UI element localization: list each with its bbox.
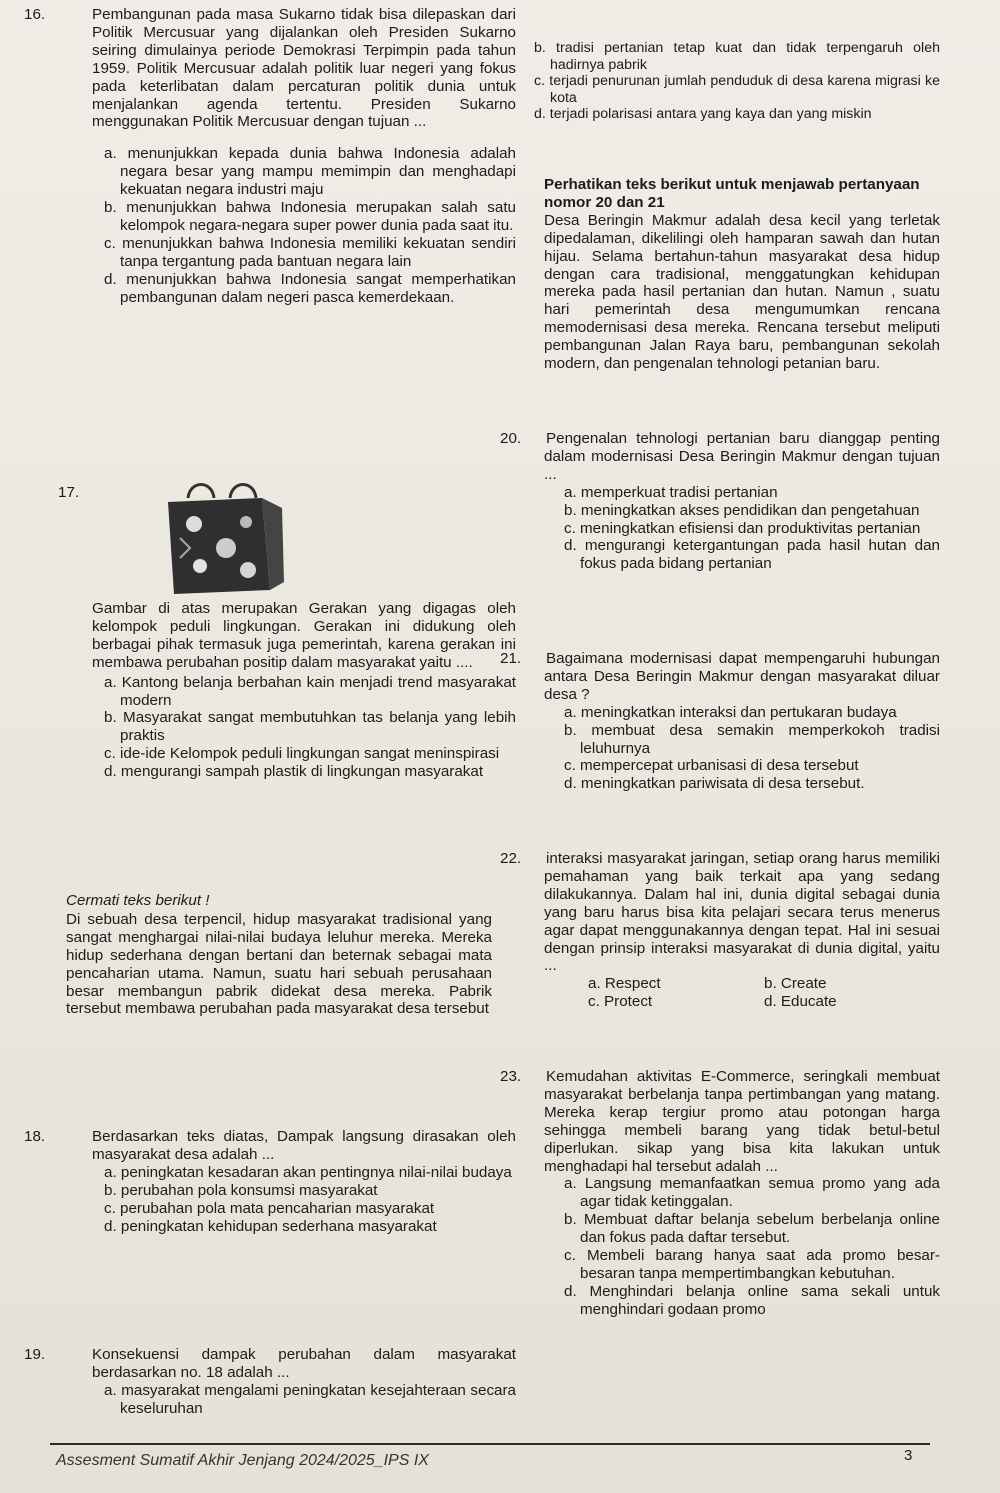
option-b: b. meningkatkan akses pendidikan dan pengetahuan: [564, 501, 920, 519]
option-a: a. masyarakat mengalami peningkatan kesejahteraan secara keseluruhan: [104, 1381, 516, 1417]
option-a: a. menunjukkan kepada dunia bahwa Indonesia adalah negara besar yang mampu memimpin dan menghadapi kekuatan negara industri maju: [104, 145, 516, 199]
question-21: [500, 650, 940, 793]
option-d: d. peningkatan kehidupan sederhana masyarakat: [104, 1217, 437, 1235]
option-a: a. peningkatan kesadaran akan pentingnya nilai-nilai budaya: [104, 1163, 512, 1181]
question-19: [24, 1346, 516, 1418]
option-b: b. perubahan pola konsumsi masyarakat: [104, 1181, 378, 1199]
option-b: b. Create: [764, 975, 827, 993]
question-number: 17.: [58, 484, 80, 501]
question-22: [500, 850, 940, 1011]
option-b: b. membuat desa semakin memperkokoh tradisi leluhurnya: [564, 721, 940, 757]
passage-heading: Perhatikan teks berikut untuk menjawab pertanyaan nomor 20 dan 21: [544, 176, 920, 211]
question-number: 21.: [500, 650, 522, 667]
passage-text: Desa Beringin Makmur adalah desa kecil yang terletak dipedalaman, dikelilingi oleh hamparan sawah dan hutan hijau. Selama bertahun-tahun masyarakat desa hidup dengan cara tradisional, menggatungkan kehidupan mereka pada hasil pertanian dan hutan. Namun , suatu hari pemerintah desa mengumumkan rencana memodernisasi desa mereka. Rencana tersebut meliputi pembangunan Jalan Raya baru, pembangunan sekolah modern, dan pengenalan tehnologi petanian baru.: [544, 211, 940, 373]
question-stem: interaksi masyarakat jaringan, setiap orang harus memiliki pemahaman yang baik terkait apa yang sedang dilakukannya. Dalam hal ini, dunia digital sebagai dunia yang baru harus bisa kita pelajari secara terus menerus agar dapat menggunakannya dengan tepat. Hal ini sesuai dengan prinsip interaksi masyarakat di dunia digital, yaitu ...: [544, 850, 940, 975]
option-a: a. meningkatkan interaksi dan pertukaran budaya: [564, 703, 897, 721]
question-stem: Pengenalan tehnologi pertanian baru dianggap penting dalam modernisasi Desa Beringin Makmur dengan tujuan ...: [544, 430, 940, 483]
option-d: d. terjadi polarisasi antara yang kaya dan yang miskin: [534, 106, 872, 123]
option-c: c. ide-ide Kelompok peduli lingkungan sangat meninspirasi: [104, 745, 500, 763]
question-19-continued: [522, 40, 940, 123]
question-23: [500, 1068, 940, 1319]
option-c: c. menunjukkan bahwa Indonesia memiliki kekuatan sendiri tanpa tergantung pada bantuan negara lain: [104, 234, 516, 270]
option-d: d. Menghindari belanja online sama sekali untuk menghindari godaan promo: [564, 1282, 940, 1318]
option-c: c. mempercepat urbanisasi di desa tersebut: [564, 757, 859, 775]
option-b: b. tradisi pertanian tetap kuat dan tidak terpengaruh oleh hadirnya pabrik: [534, 40, 940, 73]
question-stem: Berdasarkan teks diatas, Dampak langsung dirasakan oleh masyarakat desa adalah ...: [92, 1128, 516, 1163]
option-b: b. menunjukkan bahwa Indonesia merupakan salah satu kelompok negara-negara super power dunia pada saat itu.: [104, 199, 516, 234]
question-number: 16.: [24, 6, 46, 23]
footer-divider: [50, 1443, 930, 1445]
question-stem: Pembangunan pada masa Sukarno tidak bisa dilepaskan dari Politik Mercusuar yang dijalankan oleh Presiden Sukarno seiring dimulainya periode Demokrasi Terpimpin pada tahun 1959. Politik Mercusuar adalah politik luar negeri yang fokus pada keterlibatan dalam percaturan politik dunia untuk menjalankan agenda tertentu. Presiden Sukarno menggunakan Politik Mercusuar dengan tujuan ...: [92, 6, 516, 131]
option-c: c. terjadi penurunan jumlah penduduk di desa karena migrasi ke kota: [534, 73, 940, 106]
question-16: [24, 6, 516, 307]
passage-heading: Cermati teks berikut !: [66, 892, 210, 909]
option-c: c. perubahan pola mata pencaharian masyarakat: [104, 1199, 435, 1217]
option-d: d. Educate: [764, 993, 837, 1011]
tote-bag-image: [160, 478, 288, 596]
page-number: 3: [904, 1447, 913, 1464]
option-a: a. memperkuat tradisi pertanian: [564, 483, 778, 501]
question-number: 23.: [500, 1068, 522, 1085]
option-d: d. meningkatkan pariwisata di desa tersebut.: [564, 775, 865, 793]
option-b: b. Membuat daftar belanja sebelum berbelanja online dan fokus pada daftar tersebut.: [564, 1211, 940, 1247]
option-d: d. mengurangi sampah plastik di lingkungan masyarakat: [104, 763, 484, 781]
question-18: [24, 1128, 516, 1235]
question-stem: Bagaimana modernisasi dapat mempengaruhi hubungan antara Desa Beringin Makmur dengan masyarakat diluar desa ?: [544, 650, 940, 703]
option-d: d. mengurangi ketergantungan pada hasil hutan dan fokus pada bidang pertanian: [564, 537, 940, 573]
question-number: 22.: [500, 850, 522, 867]
option-a: a. Kantong belanja berbahan kain menjadi trend masyarakat modern: [104, 673, 516, 709]
question-17: [92, 600, 516, 781]
footer-title: Assesment Sumatif Akhir Jenjang 2024/2025_IPS IX: [56, 1452, 429, 1469]
question-17-number: [58, 484, 79, 502]
question-number: 18.: [24, 1128, 46, 1145]
question-stem: Kemudahan aktivitas E-Commerce, seringkali membuat masyarakat berbelanja tanpa pertimbangan yang matang. Mereka kerap tergiur promo atau potongan harga sehingga membeli barang yang tidak betul-betul diperlukan. sikap yang bisa kita lakukan untuk menghadapi hal tersebut adalah ...: [544, 1068, 940, 1175]
passage-text: Di sebuah desa terpencil, hidup masyarakat tradisional yang sangat menghargai nilai-nilai budaya leluhur mereka. Mereka hidup sederhana dengan bertani dan beternak sebagai mata pencaharian utama. Namun, suatu hari sebuah perusahaan besar membangun pabrik didekat desa mereka. Pabrik tersebut membawa perubahan pada masyarakat desa tersebut: [66, 910, 492, 1018]
option-a: a. Respect: [588, 975, 661, 993]
option-d: d. menunjukkan bahwa Indonesia sangat memperhatikan pembangunan dalam negeri pasca kemerdekaan.: [104, 270, 516, 306]
passage-2: [544, 176, 940, 373]
option-c: c. meningkatkan efisiensi dan produktivitas pertanian: [564, 519, 921, 537]
option-b: b. Masyarakat sangat membutuhkan tas belanja yang lebih praktis: [104, 709, 516, 745]
question-stem: Gambar di atas merupakan Gerakan yang digagas oleh kelompok peduli lingkungan. Gerakan ini didukung oleh berbagai pihak termasuk juga pemerintah, karena gerakan ini membawa perubahan positip dalam masyarakat yaitu ....: [92, 600, 516, 671]
option-c: c. Protect: [588, 993, 653, 1011]
question-number: 19.: [24, 1346, 46, 1363]
question-number: 20.: [500, 430, 522, 447]
question-stem: Konsekuensi dampak perubahan dalam masyarakat berdasarkan no. 18 adalah ...: [92, 1346, 516, 1381]
option-c: c. Membeli barang hanya saat ada promo besar-besaran tanpa mempertimbangkan kebutuhan.: [564, 1247, 940, 1282]
passage-1: [66, 892, 492, 1018]
option-a: a. Langsung memanfaatkan semua promo yang ada agar tidak ketinggalan.: [564, 1175, 940, 1211]
question-20: [500, 430, 940, 573]
